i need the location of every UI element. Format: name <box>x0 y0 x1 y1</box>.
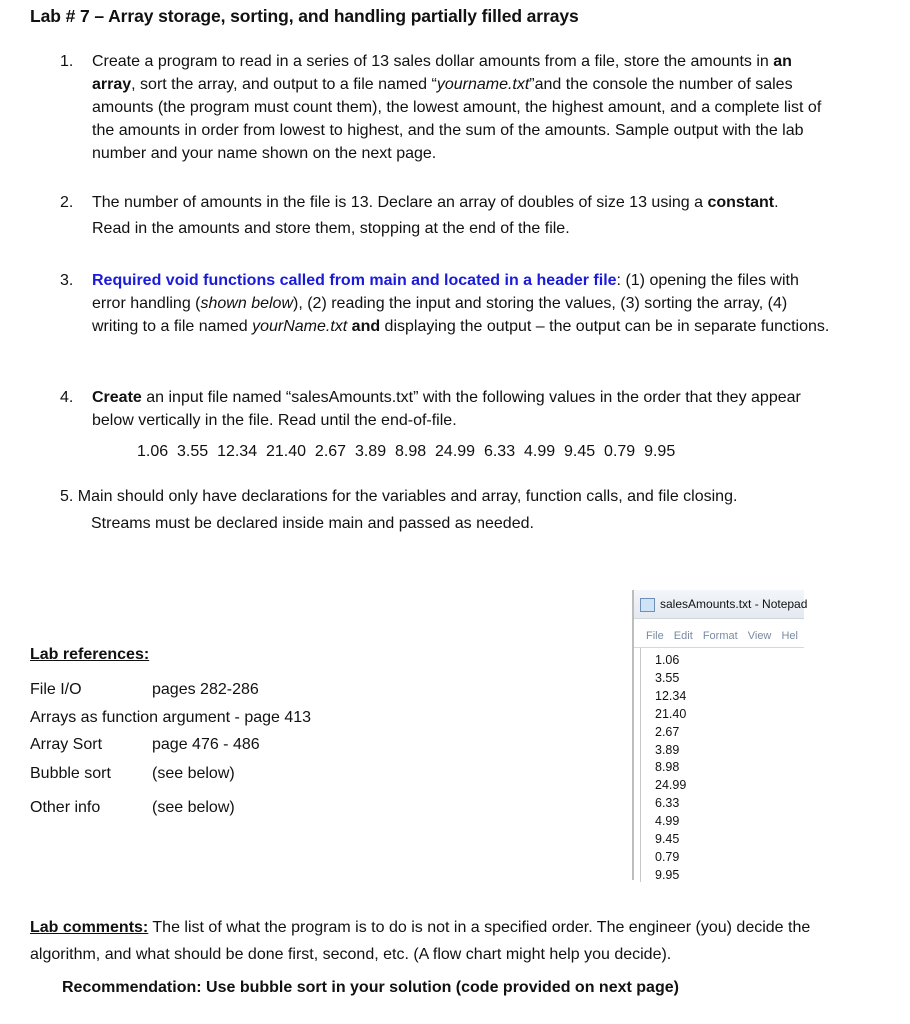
text-span: , sort the array, and output to a file named “ <box>131 76 437 93</box>
menu-format: Format <box>702 630 738 642</box>
reference-row <box>30 681 259 699</box>
item-5-line-1: 5. Main should only have declarations for the variables and array, function calls, and file closing. <box>60 488 738 505</box>
notepad-line: 24.99 <box>655 778 687 793</box>
reference-value: (see below) <box>152 765 235 782</box>
instruction-item-1 <box>60 50 830 165</box>
blue-bold-text: Required void functions called from main and located in a header file <box>92 272 617 289</box>
notepad-line: 21.40 <box>655 706 687 721</box>
text-span: an input file named “salesAmounts.txt” with the following values in the order that they appear below vertically in the file. Read until the end-of-file. <box>92 389 801 429</box>
instruction-item-2 <box>60 190 830 242</box>
notepad-icon <box>640 598 655 612</box>
text-span: Read in the amounts and store them, stopping at the end of the file. <box>92 220 570 237</box>
menu-edit: Edit <box>673 630 693 642</box>
page-title: Lab # 7 – Array storage, sorting, and handling partially filled arrays <box>30 6 579 26</box>
menu-file: File <box>646 630 664 642</box>
bold-text: Create <box>92 389 142 406</box>
instruction-item-3 <box>60 269 830 338</box>
comments-label: Lab comments: <box>30 919 149 936</box>
item-text <box>92 386 830 432</box>
menu-help: Hel <box>781 630 798 642</box>
lab-comments <box>30 914 860 968</box>
notepad-line: 8.98 <box>655 760 680 775</box>
notepad-line: 3.89 <box>655 742 680 757</box>
reference-row <box>30 736 260 754</box>
item-number: 3. <box>60 272 74 289</box>
notepad-line: 4.99 <box>655 814 680 829</box>
reference-value: page 476 - 486 <box>152 736 260 753</box>
item-number: 4. <box>60 389 74 406</box>
notepad-line: 9.95 <box>655 867 680 882</box>
reference-key: Array Sort <box>30 736 103 753</box>
menu-view: View <box>747 630 772 642</box>
instruction-item-4 <box>60 386 830 432</box>
reference-value: pages 282-286 <box>152 681 259 698</box>
bold-text: an array <box>92 53 792 93</box>
bold-text: and <box>347 318 381 335</box>
references-heading: Lab references: <box>30 646 150 663</box>
reference-row <box>30 765 235 783</box>
reference-key: Arrays as function argument - page 413 <box>30 709 312 726</box>
item-text <box>92 50 830 165</box>
recommendation: Recommendation: Use bubble sort in your solution (code provided on next page) <box>62 979 679 996</box>
notepad-line: 1.06 <box>655 653 680 667</box>
item-text <box>92 190 830 242</box>
notepad-screenshot <box>632 590 808 882</box>
bold-text: constant <box>707 194 775 211</box>
notepad-line: 9.45 <box>655 832 680 847</box>
notepad-title-bar <box>634 590 808 619</box>
notepad-title: salesAmounts.txt - Notepad <box>660 597 808 611</box>
notepad-menu-bar <box>634 625 804 648</box>
text-span: Create a program to read in a series of 13 sales dollar amounts from a file, store the amounts in <box>92 53 774 70</box>
text-span: The number of amounts in the file is 13. Declare an array of doubles of size 13 using a <box>92 194 708 211</box>
text-span: . <box>774 194 779 211</box>
text-span: : (1) opening the files with error handling ( <box>92 272 799 312</box>
item-number: 2. <box>60 194 74 211</box>
notepad-line: 6.33 <box>655 796 680 811</box>
item-5-line-2: Streams must be declared inside main and passed as needed. <box>91 515 534 532</box>
reference-row <box>30 799 235 817</box>
reference-value: (see below) <box>152 799 235 816</box>
notepad-content <box>640 648 804 882</box>
reference-row <box>30 709 311 727</box>
sales-values-line: 1.06 3.55 12.34 21.40 2.67 3.89 8.98 24.99 6.33 4.99 9.45 0.79 9.95 <box>137 443 676 460</box>
notepad-line: 12.34 <box>655 688 687 703</box>
text-span: ”and the console the number of sales amounts (the program must count them), the lowest amount, the highest amount, and a complete list of the amounts in order from lowest to highest, and the sum of the amounts. Sample output with the lab number and your name shown on the next page. <box>92 76 822 162</box>
italic-text: yourName.txt <box>252 318 348 335</box>
notepad-line: 3.55 <box>655 670 680 685</box>
item-text <box>92 269 830 338</box>
reference-key: Bubble sort <box>30 765 111 782</box>
italic-text: shown below <box>200 295 293 312</box>
notepad-line: 0.79 <box>655 849 680 864</box>
item-number: 1. <box>60 53 74 70</box>
text-span: displaying the output – the output can be in separate functions. <box>380 318 830 335</box>
notepad-line: 2.67 <box>655 724 680 739</box>
reference-key: File I/O <box>30 681 82 698</box>
reference-key: Other info <box>30 799 101 816</box>
comments-text: The list of what the program is to do is not in a specified order. The engineer (you) decide the algorithm, and what should be done first, second, etc. (A flow chart might help you decide). <box>30 919 811 963</box>
instruction-item-5 <box>60 483 737 537</box>
text-span: ), (2) reading the input and storing the values, (3) sorting the array, (4) writing to a file named <box>92 295 788 335</box>
italic-text: yourname.txt <box>436 76 530 93</box>
